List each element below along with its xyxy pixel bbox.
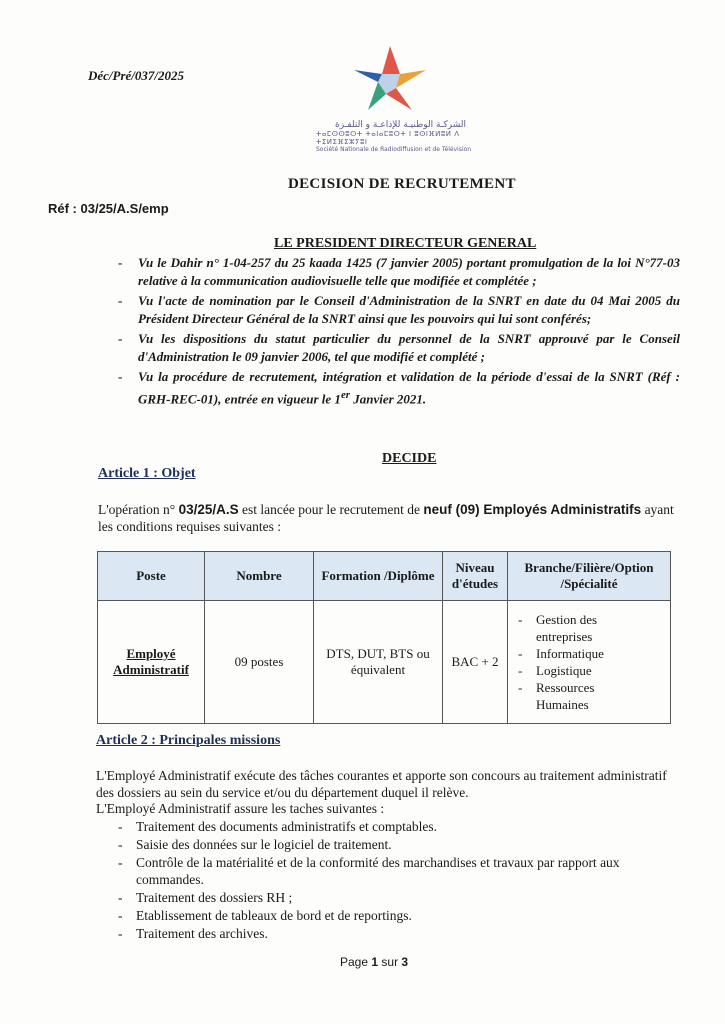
star-logo-icon <box>352 44 428 114</box>
text: ayant les conditions requises suivantes : <box>98 502 674 534</box>
article-2-paragraph-2: L'Employé Administratif assure les taches suivantes : <box>96 801 385 816</box>
total-pages: 3 <box>401 955 409 969</box>
list-item: - Traitement des dossiers RH ; <box>118 889 678 906</box>
article-2-paragraph-1: L'Employé Administratif exécute des tâches courantes et apporte son concours au traitement administratif des dossiers au sein du service et/ou du département duquel il relève. <box>96 768 667 800</box>
position-count: neuf (09) Employés Administratifs <box>423 502 642 517</box>
header-branche <box>508 552 671 601</box>
text: Administratif <box>113 662 189 677</box>
current-page: 1 <box>371 955 379 969</box>
list-item: - Logistique <box>510 662 668 679</box>
cell-formation: DTS, DUT, BTS ou équivalent <box>314 601 443 724</box>
list-item: - Traitement des archives. <box>118 925 678 942</box>
consideration-text: Vu la procédure de recrutement, intégration et validation de la période d'essai de la SNRT (Réf : GRH-REC-01), entrée en vigueur le 1 <box>138 369 680 407</box>
text: L'opération n° <box>98 502 179 517</box>
requirements-table <box>97 551 671 724</box>
considerations-list <box>118 254 680 410</box>
text: est lancée pour le recrutement de <box>238 502 424 517</box>
operation-number: 03/25/A.S <box>178 502 239 517</box>
document-reference-top: Déc/Pré/037/2025 <box>88 68 185 83</box>
cell-nombre: 09 postes <box>205 601 314 724</box>
consideration-item: - Vu le Dahir n° 1-04-257 du 25 kaada 1425 (7 janvier 2005) portant promulgation de la loi N°77-03 relative à la communication audiovisuelle telle que modifiée et complétée ; <box>118 254 680 290</box>
list-item: - Contrôle de la matérialité et de la conformité des marchandises et travaux par rapport aux commandes. <box>118 854 678 888</box>
consideration-text-end: Janvier 2021. <box>349 391 427 407</box>
list-item: - Traitement des documents administratifs et comptables. <box>118 818 678 835</box>
list-item: - Etablissement de tableaux de bord et de reportings. <box>118 907 678 924</box>
cell-specialite <box>508 601 671 724</box>
table-row <box>98 601 671 724</box>
consideration-item: - Vu les dispositions du statut particulier du personnel de la SNRT approuvé par le Conseil d'Administration le 09 janvier 2006, tel que modifié et complété ; <box>118 330 680 366</box>
authority-heading: LE PRESIDENT DIRECTEUR GENERAL <box>274 236 537 251</box>
text: /Spécialité <box>560 576 618 591</box>
header-poste: Poste <box>98 552 205 601</box>
header-niveau: Niveau d'études <box>443 552 508 601</box>
list-item: - Gestion des <box>510 611 668 628</box>
table-header-row <box>98 552 671 601</box>
list-item: - Informatique <box>510 645 668 662</box>
list-item: - Saisie des données sur le logiciel de traitement. <box>118 836 678 853</box>
reference-number: Réf : 03/25/A.S/emp <box>48 201 169 216</box>
page-number <box>340 955 408 969</box>
superscript: er <box>340 389 350 401</box>
consideration-item <box>118 368 680 408</box>
article-1-heading: Article 1 : Objet <box>98 466 196 481</box>
text: Employé <box>126 646 176 661</box>
header-nombre: Nombre <box>205 552 314 601</box>
organization-name-arabic: الشركـة الوطنيـة للإذاعـة و التلفـزة <box>335 120 466 130</box>
text: Branche/Filière/Option <box>524 560 654 575</box>
article-1-paragraph <box>98 501 688 535</box>
document-title: DECISION DE RECRUTEMENT <box>288 176 516 192</box>
article-2-heading: Article 2 : Principales missions <box>96 733 281 748</box>
decide-heading: DECIDE <box>382 451 437 466</box>
snrt-logo <box>352 44 428 114</box>
organization-name-french: Société Nationale de Radiodiffusion et de Télévision <box>316 146 472 153</box>
text: sur <box>381 955 399 969</box>
cell-niveau: BAC + 2 <box>443 601 508 724</box>
specialty-list <box>510 611 668 713</box>
cell-poste <box>98 601 205 724</box>
list-item: Humaines <box>536 697 589 712</box>
list-item: - Ressources <box>510 679 668 696</box>
consideration-item: - Vu l'acte de nomination par le Conseil d'Administration de la SNRT en date du 04 Mai 2005 du Président Directeur Général de la SNRT ainsi que les pouvoirs qui lui sont conférés; <box>118 292 680 328</box>
header-formation: Formation /Diplôme <box>314 552 443 601</box>
text: Page <box>340 955 369 969</box>
organization-name-block <box>316 120 476 153</box>
organization-name-tifinagh: ⵜⴰⵎⵙⵙⵓⵔⵜ ⵜⴰⵏⴰⵎⵓⵔⵜ ⵏ ⵓⵙⵏⴼⵍⵓⵍ ⴷ ⵜⵉⵍⵉⴼⵉⵣⵢⵓⵏ <box>316 130 460 146</box>
list-item: entreprises <box>536 629 593 644</box>
tasks-list <box>118 818 678 943</box>
